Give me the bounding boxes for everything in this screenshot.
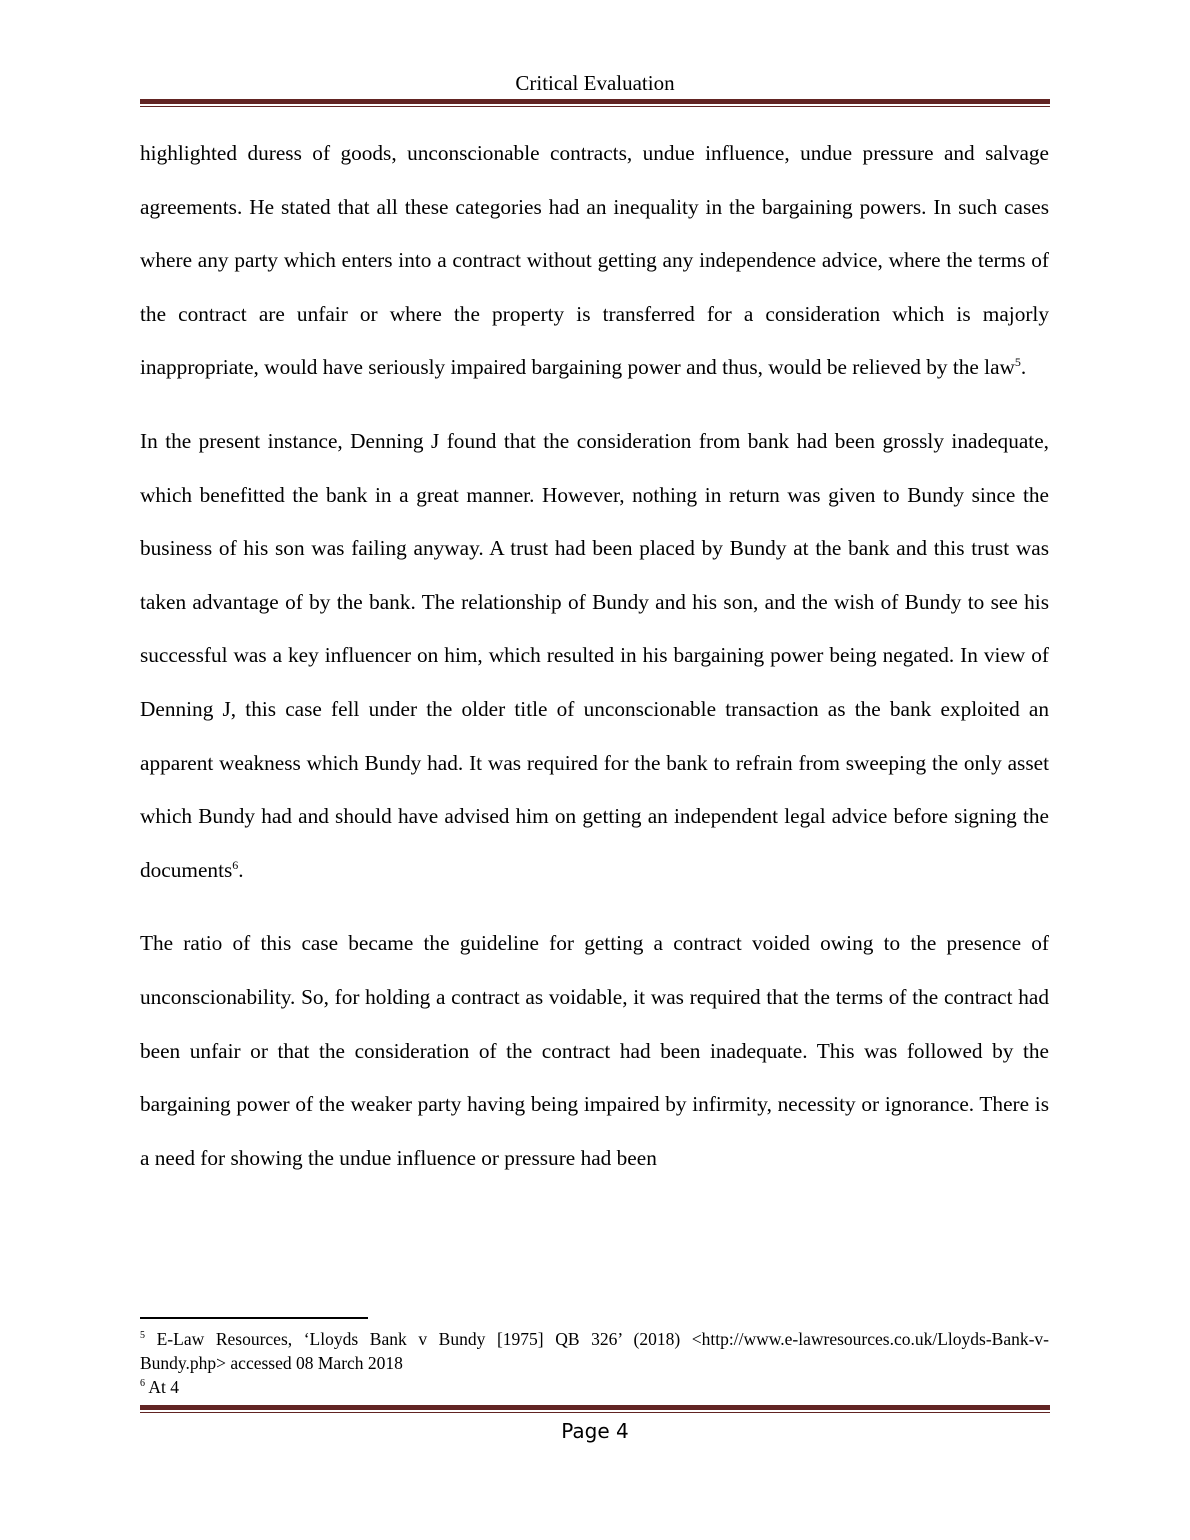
paragraph-1-text: highlighted duress of goods, unconscionable contracts, undue influence, undue pressure and salvage agreements. He stated that all these categories had an inequality in the bargaining powers. In such cases where any party which enters into a contract without getting any independence advice, where the terms of the contract are unfair or where the property is transferred for a consideration which is majorly inappropriate, would have seriously impaired bargaining power and thus, would be relieved by the law — [140, 141, 1049, 380]
paragraph-3-text: The ratio of this case became the guideline for getting a contract voided owing to the presence of unconscionability. So, for holding a contract as voidable, it was required that the terms of the contract had been unfair or that the consideration of the contract had been inadequate. This was followed by the bargaining power of the weaker party having being impaired by infirmity, necessity or ignorance. There is a need for showing the undue influence or pressure had been — [140, 931, 1049, 1170]
footer-rule-thick-line — [140, 1405, 1050, 1410]
footnote-ref-6[interactable]: 6 — [232, 857, 239, 872]
paragraph-2-tail: . — [238, 857, 244, 882]
page-header-title: Critical Evaluation — [515, 71, 675, 95]
footnotes — [140, 1327, 1049, 1399]
footnote-text: At 4 — [145, 1377, 180, 1397]
footer-rule — [140, 1405, 1050, 1413]
body-paragraph-1 — [140, 127, 1049, 395]
header-rule-thick-line — [140, 99, 1050, 104]
footnote-number: 5 — [140, 1330, 145, 1342]
body-paragraph-2 — [140, 415, 1049, 897]
header-rule — [140, 99, 1050, 107]
footer-rule-thin-line — [140, 1412, 1050, 1413]
body-paragraph-3 — [140, 917, 1049, 1185]
footnote-separator — [140, 1317, 368, 1319]
footnote-6 — [140, 1375, 1049, 1399]
document-body — [140, 127, 1049, 1205]
footnote-number: 6 — [140, 1378, 145, 1390]
page-number: Page 4 — [561, 1419, 629, 1443]
footnote-text: E-Law Resources, ‘Lloyds Bank v Bundy [1975] QB 326’ (2018) <http://www.e-lawresources.co.uk/Lloyds-Bank-v-Bundy.php> accessed 08 March 2018 — [140, 1329, 1049, 1373]
paragraph-1-tail: . — [1020, 355, 1027, 380]
footnote-ref-5[interactable]: 5 — [1014, 355, 1021, 370]
paragraph-2-text: In the present instance, Denning J found that the consideration from bank had been grossly inadequate, which benefitted the bank in a great manner. However, nothing in return was given to Bundy since the business of his son was failing anyway. A trust had been placed by Bundy at the bank and this trust was taken advantage of by the bank. The relationship of Bundy and his son, and the wish of Bundy to see his successful was a key influencer on him, which resulted in his bargaining power being negated. In view of Denning J, this case fell under the older title of unconscionable transaction as the bank exploited an apparent weakness which Bundy had. It was required for the bank to refrain from sweeping the only asset which Bundy had and should have advised him on getting an independent legal advice before signing the documents — [140, 428, 1049, 882]
header-rule-thin-line — [140, 106, 1050, 107]
footnote-5 — [140, 1327, 1049, 1375]
